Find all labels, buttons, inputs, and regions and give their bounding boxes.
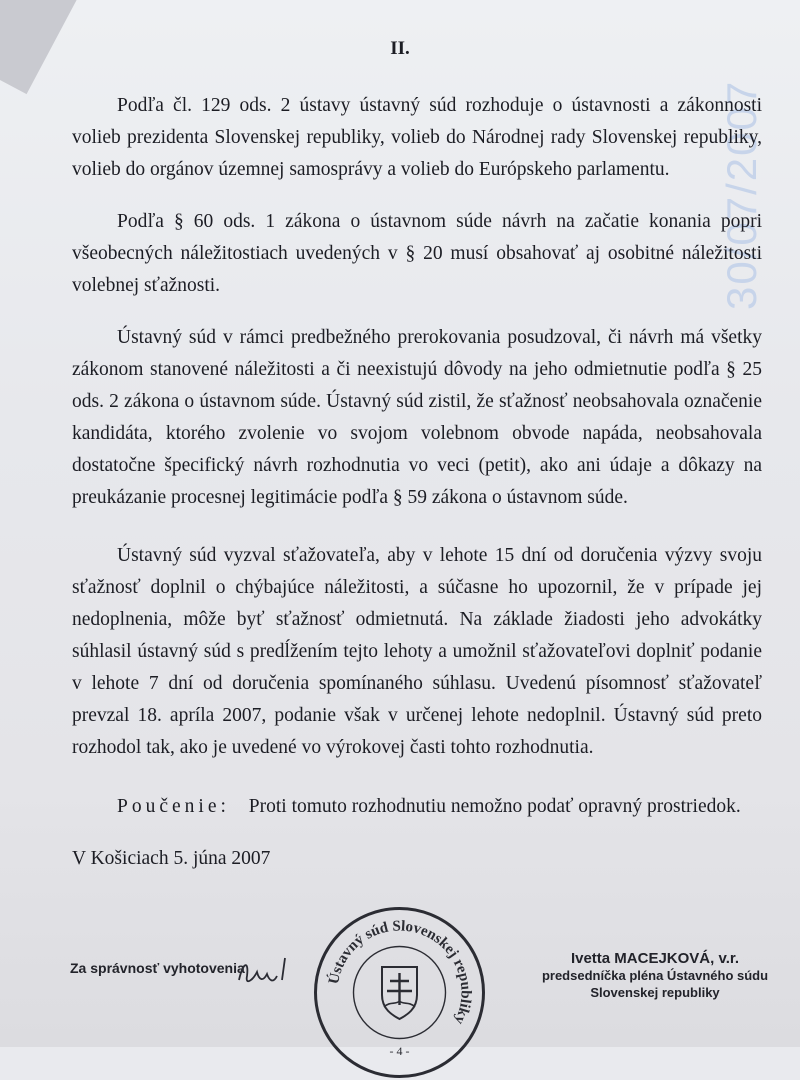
instruction-text: Proti tomuto rozhodnutiu nemožno podať opravný prostriedok. [248,796,741,817]
seal-text: Ústavný súd Slovenskej republiky [326,918,474,1027]
paragraph-4: Ústavný súd vyzval sťažovateľa, aby v lehote 15 dní od doručenia výzvy svoju sťažnosť doplnil o chýbajúce náležitosti, a súčasne ho upozornil, že v prípade jej nedoplnenia, môže byť sťažnosť odmietnutá. Na základe žiadosti jeho advokátky súhlasil ústavný súd s predĺžením tejto lehoty a umožnil sťažovateľovi doplniť podanie v lehote 7 dní od doručenia spomínaného súhlasu. Uvedenú písomnosť sťažovateľ prevzal 18. apríla 2007, podanie však v určenej lehote nedoplnil. Ústavný súd preto rozhodol tak, ako je uvedené vo výrokovej časti tohto rozhodnutia. [72,545,762,758]
signatory-name: Ivetta MACEJKOVÁ, v.r. [570,950,740,967]
paragraph-2: Podľa § 60 ods. 1 zákona o ústavnom súde návrh na začatie konania popri všeobecných náležitostiach uvedených v § 20 musí obsahovať aj osobitné náležitosti volebnej sťažnosti. [72,211,762,296]
handwritten-signature [235,950,295,995]
paragraph-1: Podľa čl. 129 ods. 2 ústavy ústavný súd rozhoduje o ústavnosti a zákonnosti volieb prezidenta Slovenskej republiky, volieb do Národnej rady Slovenskej republiky, volieb do orgánov územnej samosprávy a volieb do Európskeho parlamentu. [72,95,762,180]
instruction-label: Poučenie: [117,796,230,817]
section-heading: II. [390,38,410,59]
svg-text:Ústavný súd Slovenskej republi [325,918,474,1027]
paragraph-3: Ústavný súd v rámci predbežného prerokovania posudzoval, či návrh má všetky zákonom stanovené náležitosti a či neexistujú dôvody na jeho odmietnutie podľa § 25 ods. 2 zákona o ústavnom súde. Ústavný súd zistil, že sťažnosť neobsahovala označenie kandidáta, ktorého zvolenie vo svojom volebnom obvode napáda, neobsahovala dostatočne špecifický návrh rozhodnutia vo veci (petit), ako ani údaje a dôkazy na preukázanie procesnej legitimácie podľa § 59 zákona o ústavnom súde. [72,327,762,508]
certification-label: Za správnosť vyhotovenia [70,960,245,976]
instruction-line [117,796,741,818]
official-seal [312,905,487,1080]
signatory-role-line-2: Slovenskej republiky [590,985,720,1000]
signatory-block [540,950,770,1001]
signatory-role-line-1: predsedníčka pléna Ústavného súdu [541,968,769,983]
place-and-date: V Košiciach 5. júna 2007 [72,848,271,869]
seal-number: - 4 - [389,1044,410,1058]
date-stamp: 30/07/2007 [718,79,765,310]
